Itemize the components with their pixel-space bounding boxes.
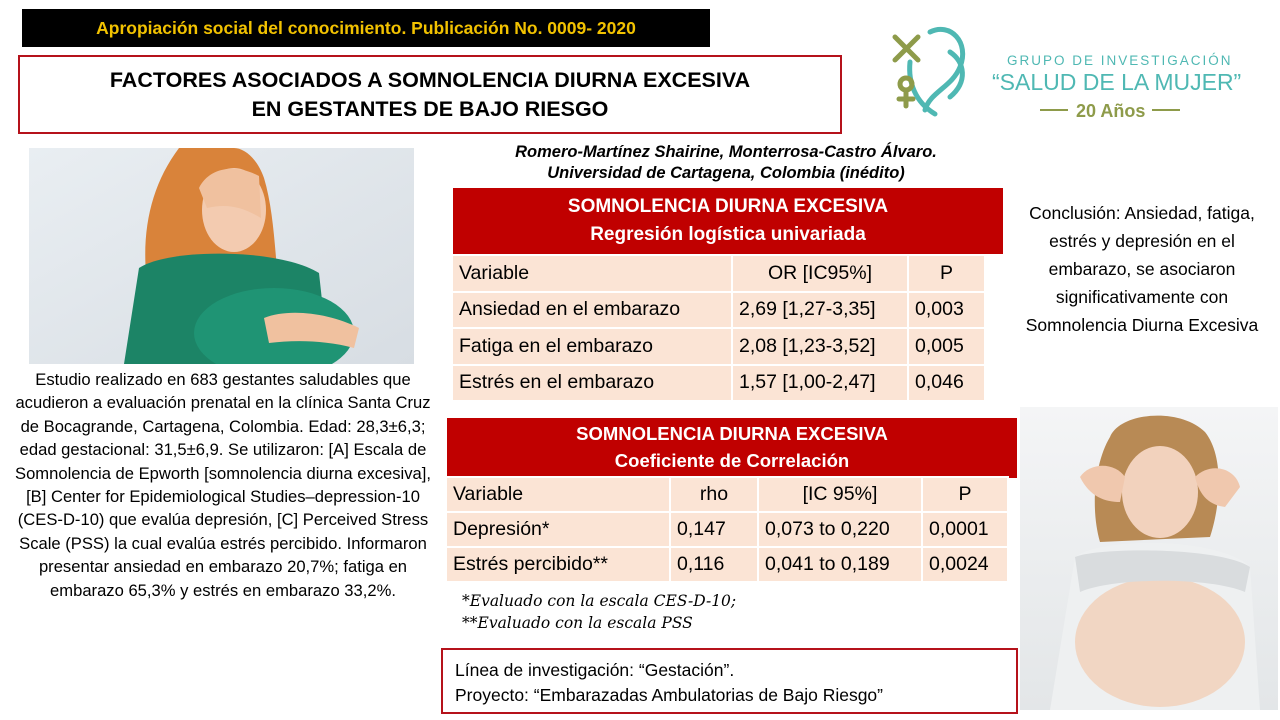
- header-cell: Variable: [453, 256, 731, 291]
- p-cell: 0,0024: [923, 548, 1007, 581]
- footnote-2: **Evaluado con la escala PSS: [462, 614, 693, 632]
- table2-header: [447, 418, 1017, 478]
- variable-cell: Ansiedad en el embarazo: [453, 293, 731, 328]
- table1-title: SOMNOLENCIA DIURNA EXCESIVA: [567, 196, 889, 217]
- p-cell: 0,005: [909, 329, 984, 364]
- header-cell: rho: [671, 478, 757, 511]
- logistic-regression-table: [451, 254, 986, 402]
- p-cell: 0,0001: [923, 513, 1007, 546]
- variable-cell: Depresión*: [447, 513, 669, 546]
- or-cell: 2,69 [1,27-3,35]: [733, 293, 907, 328]
- authors-line-2: Universidad de Cartagena, Colombia (inédito): [547, 164, 905, 182]
- pregnant-woman-photo-right: [1020, 407, 1278, 710]
- main-title-box: [18, 55, 842, 134]
- ci-cell: 0,041 to 0,189: [759, 548, 921, 581]
- authors-block: [446, 142, 1006, 184]
- variable-cell: Estrés en el embarazo: [453, 366, 731, 401]
- table-row: [453, 293, 984, 328]
- main-title-line-2: EN GESTANTES DE BAJO RIESGO: [251, 97, 609, 121]
- study-description: Estudio realizado en 683 gestantes saludables que acudieron a evaluación prenatal en la clínica Santa Cruz de Bocagrande, Cartagena, Colombia. Edad: 28,3±6,3; edad gestacional: 31,5±6,9. Se utilizaron: [A] Escala de Somnolencia de Epworth [somnolencia diurna excesiva], [B] Center for Epidemiological Studies–depression-10 (CES-D-10) que evalúa depresión, [C] Perceived Stress Scale (PSS) la cual evalúa estrés percibido. Informaron presentar ansiedad en embarazo 20,7%; fatiga en embarazo 65,3% y estrés en embarazo 33,2%.: [15, 370, 431, 600]
- table-row: [453, 329, 984, 364]
- table-header-row: [453, 256, 984, 291]
- table-row: [453, 366, 984, 401]
- footnote-1: *Evaluado con la escala CES-D-10;: [462, 592, 737, 610]
- table1-header: [453, 188, 1003, 254]
- logo-line-3: 20 Años: [1076, 101, 1146, 121]
- header-cell: OR [IC95%]: [733, 256, 907, 291]
- project-line: Proyecto: “Embarazadas Ambulatorias de Bajo Riesgo”: [455, 685, 883, 705]
- rho-cell: 0,116: [671, 548, 757, 581]
- table2-title: SOMNOLENCIA DIURNA EXCESIVA: [576, 423, 888, 444]
- p-cell: 0,003: [909, 293, 984, 328]
- variable-cell: Fatiga en el embarazo: [453, 329, 731, 364]
- header-cell: Variable: [447, 478, 669, 511]
- research-line: Línea de investigación: “Gestación”.: [455, 660, 735, 680]
- main-title-line-1: FACTORES ASOCIADOS A SOMNOLENCIA DIURNA EXCESIVA: [109, 68, 751, 92]
- header-cell: P: [923, 478, 1007, 511]
- header-cell: P: [909, 256, 984, 291]
- header-cell: [IC 95%]: [759, 478, 921, 511]
- logo-emblem-icon: [890, 22, 1260, 126]
- or-cell: 1,57 [1,00-2,47]: [733, 366, 907, 401]
- table-row: [447, 548, 1007, 581]
- logo-line-2: “SALUD DE LA MUJER”: [992, 69, 1242, 95]
- ci-cell: 0,073 to 0,220: [759, 513, 921, 546]
- variable-cell: Estrés percibido**: [447, 548, 669, 581]
- correlation-table: [445, 476, 1009, 583]
- rho-cell: 0,147: [671, 513, 757, 546]
- table-row: [447, 513, 1007, 546]
- footnotes: [462, 590, 736, 634]
- conclusion-text: Conclusión: Ansiedad, fatiga, estrés y depresión en el embarazo, se asociaron significativamente con Somnolencia Diurna Excesiva: [1025, 203, 1259, 335]
- table1-subtitle: Regresión logística univariada: [590, 224, 866, 245]
- p-cell: 0,046: [909, 366, 984, 401]
- table2-subtitle: Coeficiente de Correlación: [614, 450, 850, 471]
- table-header-row: [447, 478, 1007, 511]
- authors-line-1: Romero-Martínez Shairine, Monterrosa-Castro Álvaro.: [515, 143, 937, 161]
- or-cell: 2,08 [1,23-3,52]: [733, 329, 907, 364]
- pregnant-woman-photo-left: [29, 148, 414, 364]
- research-group-logo: [890, 22, 1260, 126]
- logo-line-1: GRUPO DE INVESTIGACIÓN: [1007, 53, 1233, 68]
- research-line-box: [441, 648, 1018, 714]
- publication-banner: Apropiación social del conocimiento. Publicación No. 0009- 2020: [22, 9, 710, 47]
